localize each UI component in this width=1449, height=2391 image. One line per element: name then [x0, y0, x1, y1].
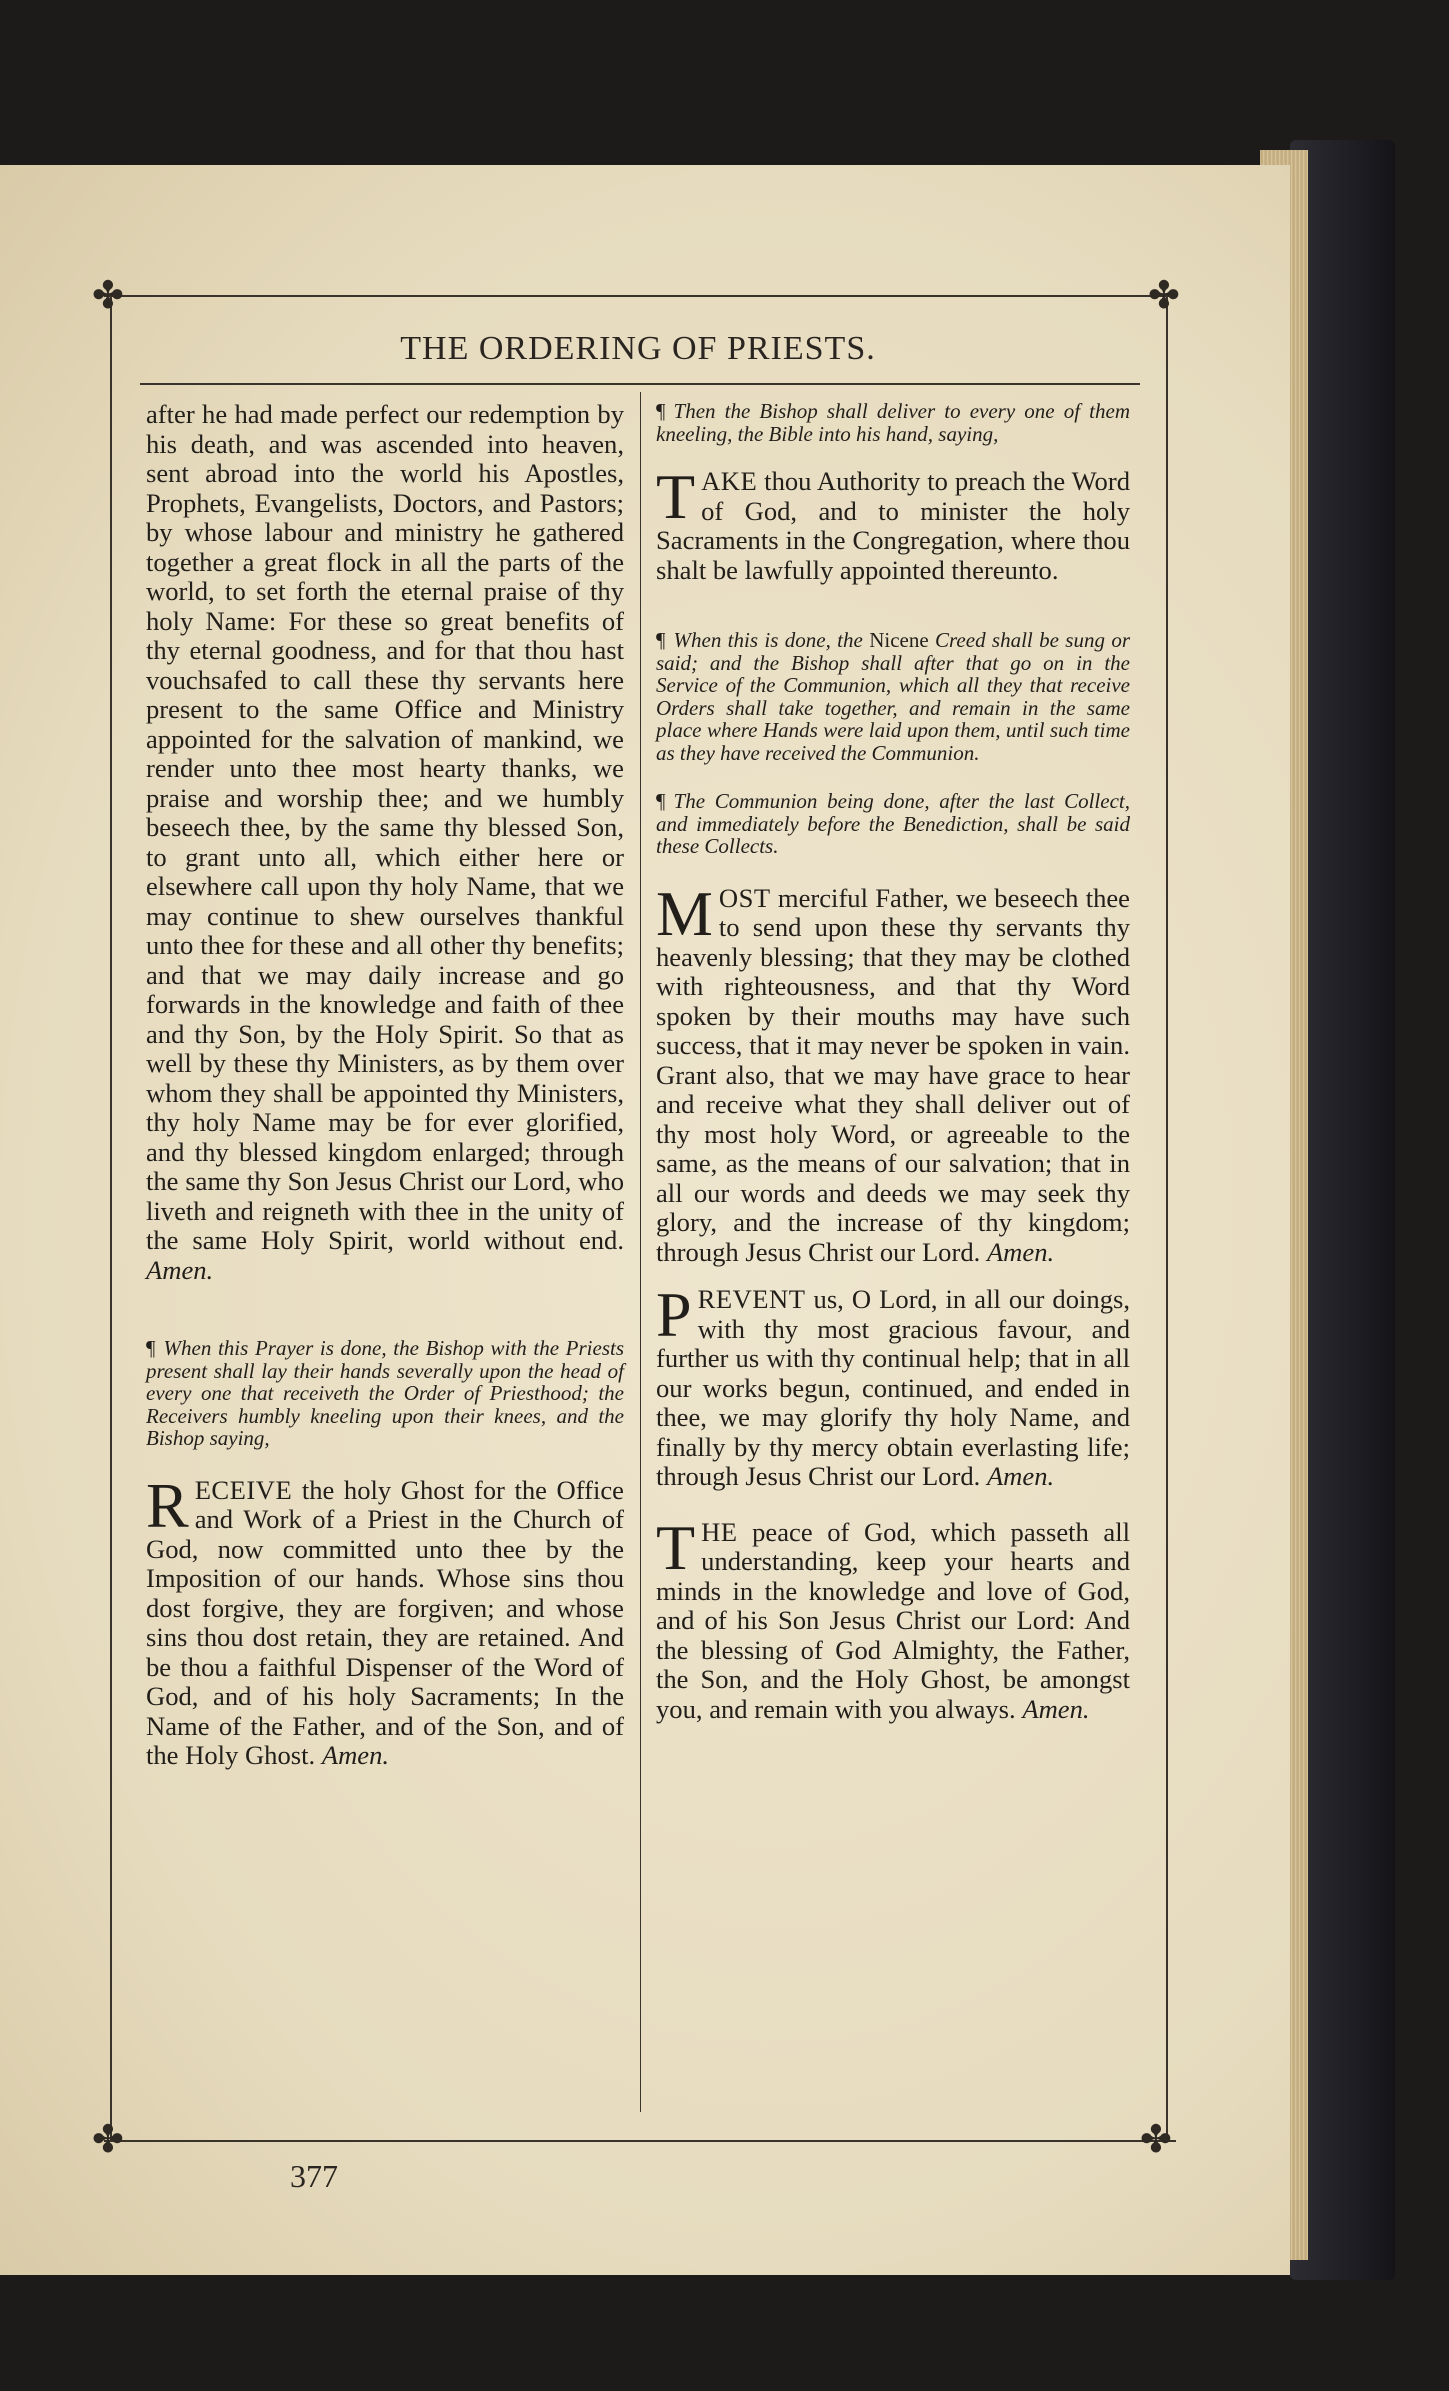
amen-text: Amen.	[1022, 1693, 1090, 1724]
corner-flourish-icon: ✤	[92, 273, 124, 317]
pilcrow-icon: ¶	[656, 628, 666, 652]
page-title: THE ORDERING OF PRIESTS.	[400, 330, 876, 367]
page-number: 377	[290, 2158, 338, 2194]
drop-cap: P	[656, 1279, 692, 1350]
pilcrow-icon: ¶	[146, 1336, 156, 1360]
drop-cap: T	[656, 461, 696, 532]
corner-flourish-icon: ✤	[1148, 273, 1180, 317]
rubric	[656, 790, 1130, 858]
drop-cap: R	[146, 1469, 189, 1541]
pilcrow-icon: ¶	[656, 399, 666, 423]
amen-text: Amen.	[986, 1461, 1055, 1491]
right-column	[656, 400, 1130, 1724]
authority-paragraph	[656, 461, 1130, 585]
amen-text: Amen.	[321, 1740, 390, 1770]
prayer-paragraph	[146, 400, 624, 1285]
frame-right-rule	[1166, 295, 1168, 2140]
rubric-text: When this Prayer is done, the Bishop with the Priests present shall lay their hands severally upon the head of every one that receiveth the Order of Priesthood; the Receivers humbly kneeling upon their knees, and the Bishop saying,	[146, 1336, 624, 1450]
blessing-paragraph	[656, 1511, 1130, 1725]
column-divider	[640, 392, 641, 2112]
rubric	[656, 629, 1130, 764]
collect-paragraph	[656, 1279, 1130, 1492]
ordination-text: the holy Ghost for the Office and Work of a Priest in the Church of God, now committed unto thee by the Imposition of our hands. Whose sins thou dost forgive, they are forgiven; and whose sins thou dost retain, they are retained. And be thou a faithful Dispenser of the Word of God, and of his holy Sacraments; In the Name of the Father, and of the Son, and of the Holy Ghost.	[146, 1474, 624, 1770]
rubric	[656, 400, 1130, 445]
lead-word: ECEIVE	[194, 1474, 293, 1505]
prayer-text: after he had made perfect our redemption by his death, and was ascended into heaven, sent abroad into the world his Apostles, Prophets, Evangelists, Doctors, and Pastors; by whose labour and ministry he gathered together a great flock in all the parts of the world, to set forth the eternal praise of thy holy Name: For these so great benefits of thy eternal goodness, and for that thou hast vouchsafed to call these thy servants here present to the same Office and Ministry appointed for the salvation of mankind, we render unto thee most hearty thanks, we praise and worship thee; and we humbly beseech thee, by the same thy blessed Son, to grant unto all, which either here or elsewhere call upon thy holy Name, that we may continue to shew ourselves thankful unto thee for these and all other thy benefits; and that we may daily increase and go forwards in the knowledge and faith of thee and thy Son, by the Holy Spirit. So that as well by these thy Ministers, as by them over whom they shall be appointed thy Ministers, thy holy Name may be for ever glorified, and thy blessed kingdom enlarged; through the same thy Son Jesus Christ our Lord, who liveth and reigneth with thee in the unity of the same Holy Spirit, world without end.	[146, 399, 624, 1255]
rubric-roman-word: Nicene	[869, 628, 929, 652]
drop-cap: T	[656, 1511, 696, 1583]
frame-top-rule	[104, 295, 1176, 297]
ordination-paragraph	[146, 1469, 624, 1771]
lead-word: AKE	[701, 466, 758, 496]
rubric-text: The Communion being done, after the last Collect, and immediately before the Benediction, shall be said these Collects.	[656, 789, 1130, 858]
drop-cap: M	[656, 877, 713, 949]
lead-word: REVENT	[697, 1284, 806, 1314]
rubric-text: Creed shall be sung or said; and the Bishop shall after that go on in the Service of the Communion, which all they that receive Orders shall take together, and remain in the same place where Hands were laid upon them, until such time as they have received the Communion.	[656, 628, 1131, 765]
collect-text: us, O Lord, in all our doings, with thy most gracious favour, and further us with thy continual help; that in all our works begun, continued, and ended in thee, we may glorify thy holy Name, and finally by thy mercy obtain everlasting life; through Jesus Christ our Lord.	[656, 1284, 1130, 1491]
corner-flourish-icon: ✤	[1140, 2117, 1172, 2161]
lead-word: HE	[701, 1516, 738, 1547]
title-rule	[140, 383, 1140, 385]
collect-paragraph	[656, 877, 1130, 1268]
frame-left-rule	[110, 295, 112, 2140]
left-column	[146, 400, 624, 1771]
pilcrow-icon: ¶	[656, 789, 666, 813]
blessing-text: peace of God, which passeth all understanding, keep your hearts and minds in the knowledge and love of God, and of his Son Jesus Christ our Lord: And the blessing of God Almighty, the Father, the Son, and the Holy Ghost, be amongst you, and remain with you always.	[656, 1516, 1130, 1724]
rubric-text: Then the Bishop shall deliver to every one of them kneeling, the Bible into his hand, saying,	[656, 399, 1130, 446]
amen-text: Amen.	[986, 1236, 1055, 1267]
collect-text: merciful Father, we beseech thee to send upon these thy servants thy heavenly blessing; that they may be clothed with righteousness, and that thy Word spoken by their mouths may have such success, that it may never be spoken in vain. Grant also, that we may have grace to hear and receive what they shall deliver out of thy most holy Word, or agreeable to the same, as the means of our salvation; that in all our words and deeds we may seek thy glory, and the increase of thy kingdom; through Jesus Christ our Lord.	[656, 882, 1130, 1267]
rubric-text: When this is done, the	[673, 628, 863, 652]
rubric	[146, 1337, 624, 1450]
frame-bottom-rule	[104, 2140, 1176, 2142]
corner-flourish-icon: ✤	[92, 2117, 124, 2161]
amen-text: Amen.	[146, 1254, 214, 1285]
lead-word: OST	[718, 882, 771, 913]
authority-text: thou Authority to preach the Word of God, and to minister the holy Sacraments in the Congregation, where thou shalt be lawfully appointed thereunto.	[656, 466, 1130, 585]
